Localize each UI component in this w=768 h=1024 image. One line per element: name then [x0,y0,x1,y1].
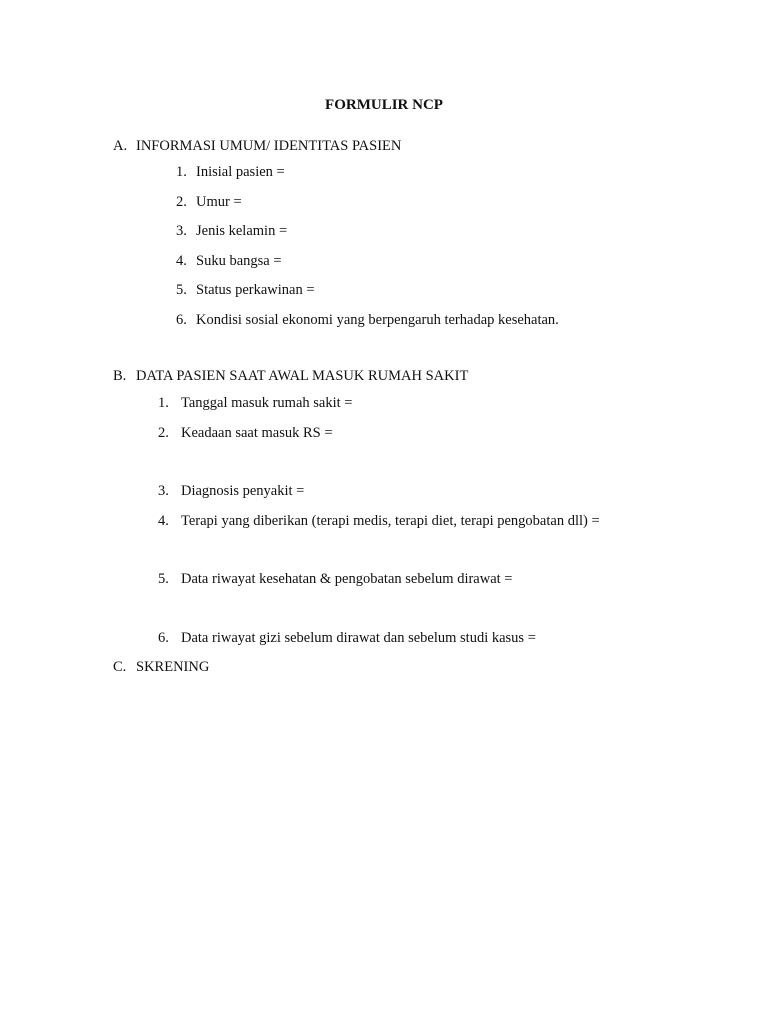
list-item-number: 4. [158,513,169,529]
section-b-title: DATA PASIEN SAAT AWAL MASUK RUMAH SAKIT [136,368,469,384]
list-item-text: Terapi yang diberikan (terapi medis, terapi diet, terapi pengobatan dll) = [181,513,600,529]
list-item-text: Kondisi sosial ekonomi yang berpengaruh terhadap kesehatan. [196,312,559,328]
section-a-title: INFORMASI UMUM/ IDENTITAS PASIEN [136,138,402,154]
document-title: FORMULIR NCP [325,97,443,113]
section-a-letter: A. [113,138,128,154]
list-item-text: Umur = [196,194,242,210]
list-item-text: Tanggal masuk rumah sakit = [181,395,353,411]
section-c-title: SKRENING [136,659,210,675]
section-c-letter: C. [113,659,127,675]
list-item-number: 2. [176,194,187,210]
list-item-number: 6. [176,312,187,328]
list-item-text: Jenis kelamin = [196,223,288,239]
list-item-text: Data riwayat kesehatan & pengobatan sebelum dirawat = [181,571,513,587]
section-b-letter: B. [113,368,127,384]
list-item-number: 3. [158,483,169,499]
list-item-text: Data riwayat gizi sebelum dirawat dan sebelum studi kasus = [181,630,536,646]
list-item-text: Keadaan saat masuk RS = [181,425,333,441]
list-item-number: 2. [158,425,169,441]
list-item-number: 1. [158,395,169,411]
list-item-number: 5. [176,282,187,298]
list-item-text: Suku bangsa = [196,253,282,269]
list-item-number: 5. [158,571,169,587]
list-item-text: Status perkawinan = [196,282,315,298]
list-item-number: 1. [176,164,187,180]
list-item-number: 3. [176,223,187,239]
list-item-text: Diagnosis penyakit = [181,483,305,499]
list-item-text: Inisial pasien = [196,164,285,180]
list-item-number: 6. [158,630,169,646]
list-item-number: 4. [176,253,187,269]
